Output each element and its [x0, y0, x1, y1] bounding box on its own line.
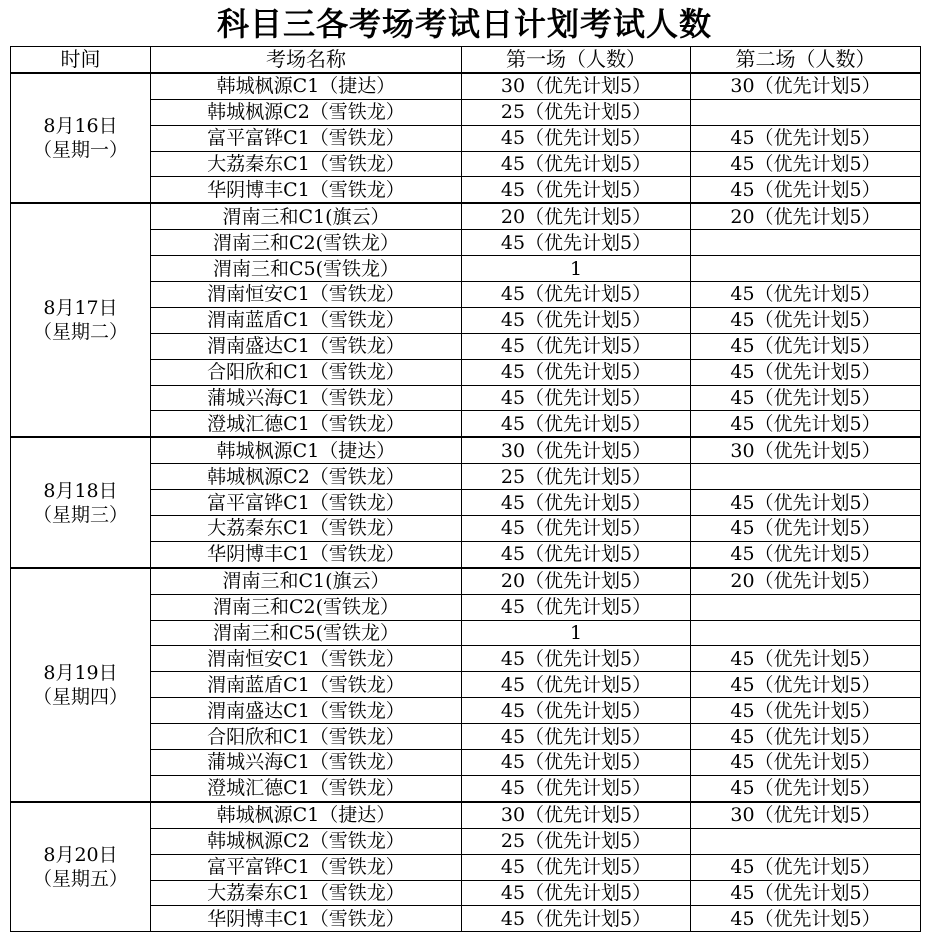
second-session-cell: 45（优先计划5）: [691, 541, 921, 567]
second-session-cell: 45（优先计划5）: [691, 750, 921, 776]
second-session-cell: 45（优先计划5）: [691, 151, 921, 177]
date-cell: [11, 802, 151, 932]
second-session-cell: [691, 99, 921, 125]
first-session-cell: 45（优先计划5）: [462, 516, 691, 542]
second-session-cell: 30（优先计划5）: [691, 73, 921, 99]
first-session-cell: 45（优先计划5）: [462, 672, 691, 698]
venue-cell: 韩城枫源C2（雪铁龙）: [151, 99, 462, 125]
second-session-cell: 45（优先计划5）: [691, 646, 921, 672]
second-session-cell: 45（优先计划5）: [691, 516, 921, 542]
second-session-cell: 30（优先计划5）: [691, 437, 921, 463]
second-session-cell: 45（优先计划5）: [691, 880, 921, 906]
first-session-cell: 20（优先计划5）: [462, 568, 691, 594]
weekday-label: （星期二）: [32, 321, 128, 344]
first-session-cell: 45（优先计划5）: [462, 750, 691, 776]
date-label: 8月19日: [43, 661, 118, 684]
first-session-cell: 1: [462, 256, 691, 282]
date-label: 8月16日: [43, 115, 118, 138]
venue-cell: 韩城枫源C1（捷达）: [151, 437, 462, 463]
first-session-cell: 45（优先计划5）: [462, 775, 691, 801]
second-session-cell: 45（优先计划5）: [691, 333, 921, 359]
venue-cell: 大荔秦东C1（雪铁龙）: [151, 151, 462, 177]
second-session-cell: 45（优先计划5）: [691, 724, 921, 750]
second-session-cell: 45（优先计划5）: [691, 359, 921, 385]
header-time: 时间: [11, 47, 151, 73]
first-session-cell: 45（优先计划5）: [462, 854, 691, 880]
venue-cell: 富平富铧C1（雪铁龙）: [151, 125, 462, 151]
venue-cell: 韩城枫源C1（捷达）: [151, 802, 462, 828]
venue-cell: 渭南恒安C1（雪铁龙）: [151, 282, 462, 308]
venue-cell: 合阳欣和C1（雪铁龙）: [151, 359, 462, 385]
first-session-cell: 25（优先计划5）: [462, 464, 691, 490]
second-session-cell: [691, 828, 921, 854]
first-session-cell: 45（优先计划5）: [462, 594, 691, 620]
venue-cell: 华阴博丰C1（雪铁龙）: [151, 541, 462, 567]
table-body: [11, 73, 921, 932]
venue-cell: 澄城汇德C1（雪铁龙）: [151, 411, 462, 437]
second-session-cell: 45（优先计划5）: [691, 282, 921, 308]
second-session-cell: 45（优先计划5）: [691, 125, 921, 151]
table-row: [11, 802, 921, 828]
second-session-cell: 45（优先计划5）: [691, 775, 921, 801]
table-header-row: [11, 47, 921, 73]
first-session-cell: 45（优先计划5）: [462, 411, 691, 437]
second-session-cell: 20（优先计划5）: [691, 568, 921, 594]
date-label: 8月20日: [43, 844, 118, 867]
venue-cell: 渭南三和C1(旗云）: [151, 568, 462, 594]
first-session-cell: 1: [462, 620, 691, 646]
first-session-cell: 45（优先计划5）: [462, 151, 691, 177]
first-session-cell: 45（优先计划5）: [462, 698, 691, 724]
first-session-cell: 45（优先计划5）: [462, 307, 691, 333]
second-session-cell: 45（优先计划5）: [691, 307, 921, 333]
first-session-cell: 45（优先计划5）: [462, 724, 691, 750]
table-row: [11, 73, 921, 99]
venue-cell: 渭南三和C2(雪铁龙）: [151, 594, 462, 620]
second-session-cell: 45（优先计划5）: [691, 672, 921, 698]
venue-cell: 渭南盛达C1（雪铁龙）: [151, 333, 462, 359]
venue-cell: 韩城枫源C2（雪铁龙）: [151, 828, 462, 854]
second-session-cell: 45（优先计划5）: [691, 854, 921, 880]
table-row: [11, 437, 921, 463]
second-session-cell: 45（优先计划5）: [691, 906, 921, 932]
venue-cell: 韩城枫源C1（捷达）: [151, 73, 462, 99]
venue-cell: 富平富铧C1（雪铁龙）: [151, 490, 462, 516]
first-session-cell: 20（优先计划5）: [462, 203, 691, 229]
first-session-cell: 45（优先计划5）: [462, 906, 691, 932]
second-session-cell: 45（优先计划5）: [691, 411, 921, 437]
venue-cell: 蒲城兴海C1（雪铁龙）: [151, 385, 462, 411]
date-cell: [11, 203, 151, 437]
header-venue: 考场名称: [151, 47, 462, 73]
schedule-table: [10, 46, 921, 932]
first-session-cell: 45（优先计划5）: [462, 125, 691, 151]
venue-cell: 渭南三和C5(雪铁龙）: [151, 620, 462, 646]
date-cell: [11, 568, 151, 802]
first-session-cell: 25（优先计划5）: [462, 99, 691, 125]
first-session-cell: 45（优先计划5）: [462, 230, 691, 256]
date-label: 8月17日: [43, 297, 118, 320]
date-cell: [11, 437, 151, 567]
second-session-cell: [691, 464, 921, 490]
first-session-cell: 25（优先计划5）: [462, 828, 691, 854]
second-session-cell: [691, 620, 921, 646]
venue-cell: 渭南三和C5(雪铁龙）: [151, 256, 462, 282]
venue-cell: 华阴博丰C1（雪铁龙）: [151, 177, 462, 203]
first-session-cell: 45（优先计划5）: [462, 282, 691, 308]
first-session-cell: 45（优先计划5）: [462, 385, 691, 411]
second-session-cell: 20（优先计划5）: [691, 203, 921, 229]
venue-cell: 蒲城兴海C1（雪铁龙）: [151, 750, 462, 776]
weekday-label: （星期四）: [32, 685, 128, 708]
second-session-cell: 45（优先计划5）: [691, 698, 921, 724]
first-session-cell: 45（优先计划5）: [462, 880, 691, 906]
second-session-cell: 45（优先计划5）: [691, 490, 921, 516]
table-row: [11, 568, 921, 594]
venue-cell: 富平富铧C1（雪铁龙）: [151, 854, 462, 880]
venue-cell: 渭南恒安C1（雪铁龙）: [151, 646, 462, 672]
weekday-label: （星期一）: [32, 139, 128, 162]
page-title: 科目三各考场考试日计划考试人数: [216, 5, 712, 43]
venue-cell: 渭南蓝盾C1（雪铁龙）: [151, 307, 462, 333]
first-session-cell: 45（优先计划5）: [462, 541, 691, 567]
first-session-cell: 45（优先计划5）: [462, 333, 691, 359]
first-session-cell: 30（优先计划5）: [462, 437, 691, 463]
weekday-label: （星期五）: [32, 868, 128, 891]
weekday-label: （星期三）: [32, 503, 128, 526]
second-session-cell: [691, 230, 921, 256]
first-session-cell: 30（优先计划5）: [462, 802, 691, 828]
venue-cell: 渭南三和C1(旗云）: [151, 203, 462, 229]
first-session-cell: 45（优先计划5）: [462, 490, 691, 516]
venue-cell: 渭南盛达C1（雪铁龙）: [151, 698, 462, 724]
second-session-cell: 30（优先计划5）: [691, 802, 921, 828]
second-session-cell: 45（优先计划5）: [691, 177, 921, 203]
header-second-session: 第二场（人数）: [691, 47, 921, 73]
header-first-session: 第一场（人数）: [462, 47, 691, 73]
table-row: [11, 203, 921, 229]
venue-cell: 韩城枫源C2（雪铁龙）: [151, 464, 462, 490]
venue-cell: 大荔秦东C1（雪铁龙）: [151, 880, 462, 906]
first-session-cell: 45（优先计划5）: [462, 359, 691, 385]
venue-cell: 渭南三和C2(雪铁龙）: [151, 230, 462, 256]
first-session-cell: 45（优先计划5）: [462, 177, 691, 203]
second-session-cell: [691, 256, 921, 282]
venue-cell: 澄城汇德C1（雪铁龙）: [151, 775, 462, 801]
first-session-cell: 45（优先计划5）: [462, 646, 691, 672]
date-cell: [11, 73, 151, 203]
venue-cell: 合阳欣和C1（雪铁龙）: [151, 724, 462, 750]
second-session-cell: [691, 594, 921, 620]
venue-cell: 渭南蓝盾C1（雪铁龙）: [151, 672, 462, 698]
second-session-cell: 45（优先计划5）: [691, 385, 921, 411]
venue-cell: 华阴博丰C1（雪铁龙）: [151, 906, 462, 932]
venue-cell: 大荔秦东C1（雪铁龙）: [151, 516, 462, 542]
date-label: 8月18日: [43, 479, 118, 502]
first-session-cell: 30（优先计划5）: [462, 73, 691, 99]
